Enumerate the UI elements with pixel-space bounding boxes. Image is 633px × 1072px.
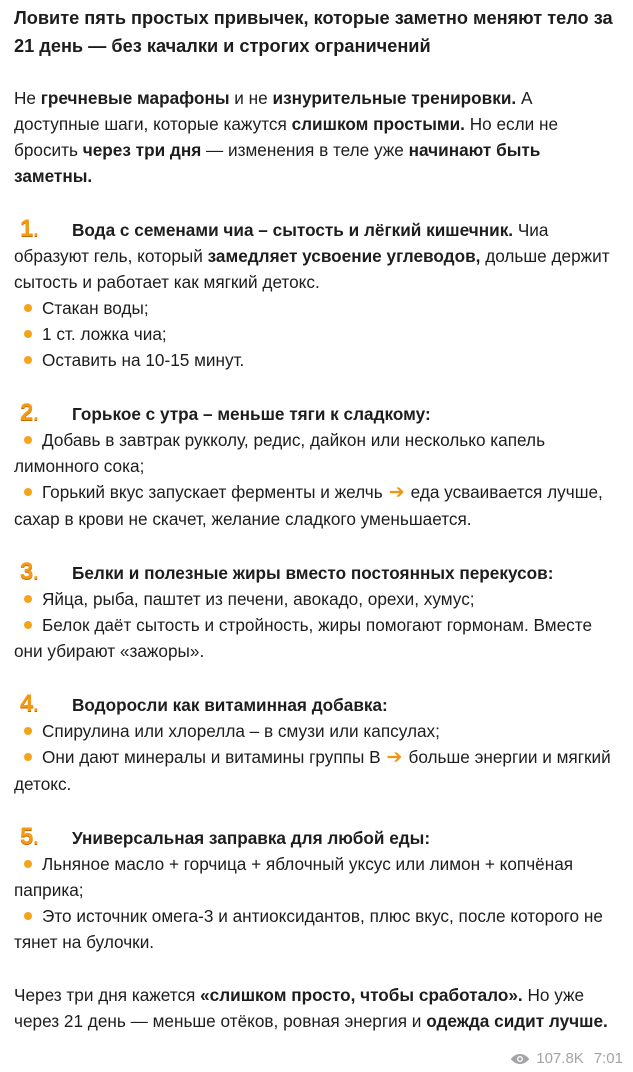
list-item: Стакан воды; [14, 295, 619, 321]
intro-text: Не [14, 88, 41, 108]
bullet-icon [24, 356, 32, 364]
section-3-title: Белки и полезные жиры вместо постоянных перекусов: [72, 563, 554, 583]
bullet-icon [24, 436, 32, 444]
habit-section-5 [14, 824, 619, 955]
bullet-icon [24, 753, 32, 761]
intro-text: гречневые марафоны [40, 88, 230, 108]
section-5-title: Универсальная заправка для любой еды: [72, 828, 431, 848]
message-meta [510, 1046, 623, 1072]
bullet-icon [24, 595, 32, 603]
number-5-icon: 5. [20, 823, 39, 850]
section-5-title-line [14, 824, 619, 851]
bullet-icon [24, 621, 32, 629]
list-item: Яйца, рыба, паштет из печени, авокадо, орехи, хумус; [14, 586, 619, 612]
bullet-icon [24, 304, 32, 312]
bullet-icon [24, 912, 32, 920]
bullet-icon [24, 727, 32, 735]
list-item: Добавь в завтрак рукколу, редис, дайкон или несколько капель лимонного сока; [14, 430, 546, 476]
list-item: Это источник омега-3 и антиоксидантов, плюс вкус, после которого не тянет на булочки. [14, 906, 603, 952]
section-1-desc: замедляет усвоение углеводов, [207, 246, 481, 266]
number-3-icon: 3. [20, 558, 39, 585]
arrow-right-icon: ➔ [386, 747, 403, 768]
list-item: Горький вкус запускает ферменты и желчь ➔ еда усваивается лучше, сахар в крови не скачет, желание сладкого уменьшается. [14, 482, 603, 529]
intro-text: начинают быть заметны. [14, 140, 541, 186]
intro-text: слишком простыми. [291, 114, 465, 134]
bullet-icon [24, 330, 32, 338]
list-item: Они дают минералы и витамины группы B ➔ больше энергии и мягкий детокс. [14, 747, 611, 794]
intro-text: изнурительные тренировки. [272, 88, 517, 108]
arrow-right-icon: ➔ [388, 482, 405, 503]
section-2-title-line [14, 400, 619, 427]
number-1-icon: 1. [20, 215, 39, 242]
intro-text: через три дня [82, 140, 202, 160]
habit-section-3 [14, 559, 619, 664]
message-time: 7:01 [593, 1050, 623, 1067]
list-item: Спирулина или хлорелла – в смузи или капсулах; [14, 718, 619, 744]
list-item: Белок даёт сытость и стройность, жиры помогают гормонам. Вместе они убирают «зажоры». [14, 615, 593, 661]
section-1-desc: Чиа образуют гель, который [14, 220, 549, 266]
eye-icon [510, 1053, 530, 1065]
list-item: Льняное масло + горчица + яблочный уксус или лимон + копчёная паприка; [14, 854, 574, 900]
intro-text: А доступные шаги, которые кажутся [14, 88, 533, 134]
intro-text: — изменения в теле уже [201, 140, 409, 160]
habit-section-2 [14, 400, 619, 532]
number-2-icon: 2. [20, 399, 39, 426]
intro-paragraph [14, 85, 619, 189]
section-3-title-line [14, 559, 619, 586]
outro-text: «слишком просто, чтобы сработало». [200, 985, 523, 1005]
section-2-title: Горькое с утра – меньше тяги к сладкому: [72, 404, 431, 424]
outro-text: Через три дня кажется [14, 985, 201, 1005]
bullet-icon [24, 488, 32, 496]
section-1-desc: дольше держит сытость и работает как мягкий детокс. [14, 246, 610, 292]
bullet-icon [24, 860, 32, 868]
view-count: 107.8K [536, 1050, 584, 1067]
habit-section-1 [14, 216, 619, 373]
number-4-icon: 4. [20, 690, 39, 717]
habit-section-4 [14, 691, 619, 797]
outro-text: одежда сидит лучше. [426, 1011, 608, 1031]
post-headline: Ловите пять простых привычек, которые заметно меняют тело за 21 день — без качалки и строгих ограничений [14, 8, 613, 56]
intro-text: и не [229, 88, 273, 108]
list-item: Оставить на 10-15 минут. [14, 347, 619, 373]
intro-text: Но если не бросить [14, 114, 559, 160]
outro-text: Но уже через 21 день — меньше отёков, ровная энергия и [14, 985, 585, 1031]
outro-paragraph [14, 982, 619, 1034]
section-1-text [14, 216, 619, 295]
section-1-title: Вода с семенами чиа – сытость и лёгкий кишечник. [72, 220, 514, 240]
section-4-title-line [14, 691, 619, 718]
list-item: 1 ст. ложка чиа; [14, 321, 619, 347]
section-4-title: Водоросли как витаминная добавка: [72, 695, 388, 715]
